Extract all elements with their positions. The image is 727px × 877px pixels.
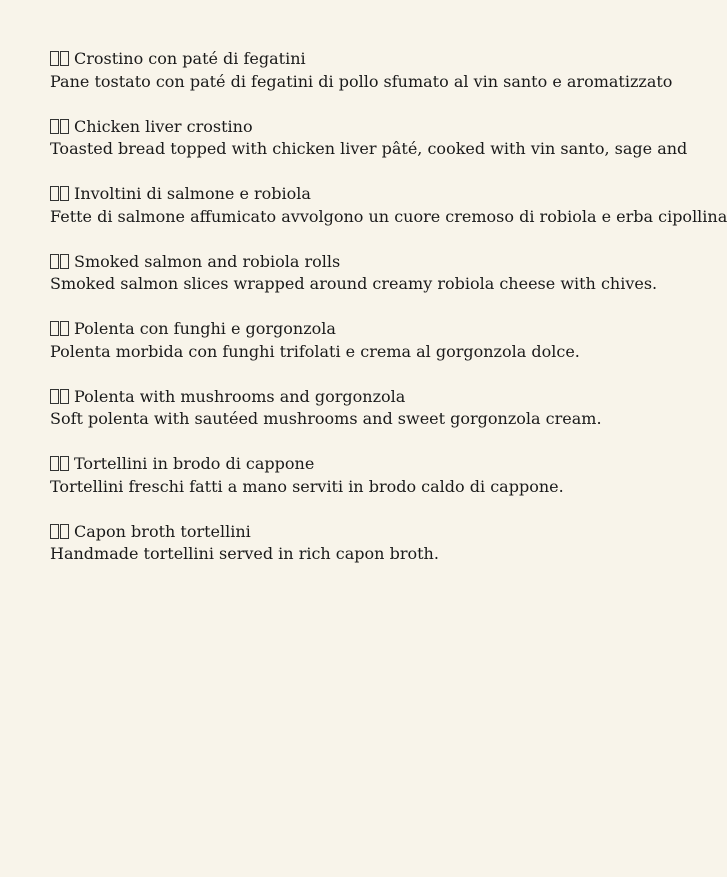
menu-item-title-row [50,453,620,476]
missing-glyph-icon [50,456,59,471]
menu-item [50,183,727,228]
menu-item-title-row [50,251,620,274]
menu-item [50,116,688,161]
menu-item-title: Polenta con funghi e gorgonzola [74,319,336,338]
missing-glyph-icon [50,321,59,336]
menu-item-title-row [50,386,620,409]
missing-glyph-icon [60,119,69,134]
menu-item-description: Fette di salmone affumicato avvolgono un cuore cremoso di robiola e erba cipollina [50,206,727,226]
menu-item [50,453,620,498]
menu-item-title: Tortellini in brodo di cappone [74,454,315,473]
menu-list [50,48,727,588]
menu-item-description: Polenta morbida con funghi trifolati e crema al gorgonzola dolce. [50,341,580,361]
missing-glyph-icon [60,186,69,201]
menu-item-description: Handmade tortellini served in rich capon broth. [50,544,439,563]
missing-glyph-icon [50,389,59,404]
menu-item-title-row [50,521,620,544]
missing-glyph-icon [60,51,69,66]
menu-item-title: Polenta with mushrooms and gorgonzola [74,386,406,406]
menu-item-description: Smoked salmon slices wrapped around creamy robiola cheese with chives. [50,274,658,293]
menu-item-title: Crostino con paté di fegatini [74,49,306,68]
menu-item-description: Tortellini freschi fatti a mano serviti in brodo caldo di cappone. [50,476,564,496]
menu-item [50,386,620,431]
menu-item-description: Pane tostato con paté di fegatini di pollo sfumato al vin santo e aromatizzato [50,71,673,91]
menu-item-title: Smoked salmon and robiola rolls [74,251,341,271]
menu-item [50,251,658,296]
missing-glyph-icon [60,254,69,269]
menu-item-description: Toasted bread topped with chicken liver pâté, cooked with vin santo, sage and [50,139,688,158]
menu-item [50,318,620,363]
missing-glyph-icon [50,51,59,66]
missing-glyph-icon [50,524,59,539]
menu-item-title-row [50,318,620,341]
missing-glyph-icon [60,389,69,404]
missing-glyph-icon [50,119,59,134]
menu-item-title-row [50,183,620,206]
menu-item-title-row [50,116,620,139]
missing-glyph-icon [60,456,69,471]
missing-glyph-icon [50,186,59,201]
missing-glyph-icon [60,321,69,336]
menu-item-title: Chicken liver crostino [74,116,253,136]
menu-item [50,521,620,566]
menu-item-title: Involtini di salmone e robiola [74,184,311,203]
missing-glyph-icon [50,254,59,269]
menu-item-title: Capon broth tortellini [74,521,251,541]
menu-item-description: Soft polenta with sautéed mushrooms and sweet gorgonzola cream. [50,409,602,428]
missing-glyph-icon [60,524,69,539]
menu-item-title-row [50,48,620,71]
menu-item [50,48,673,93]
